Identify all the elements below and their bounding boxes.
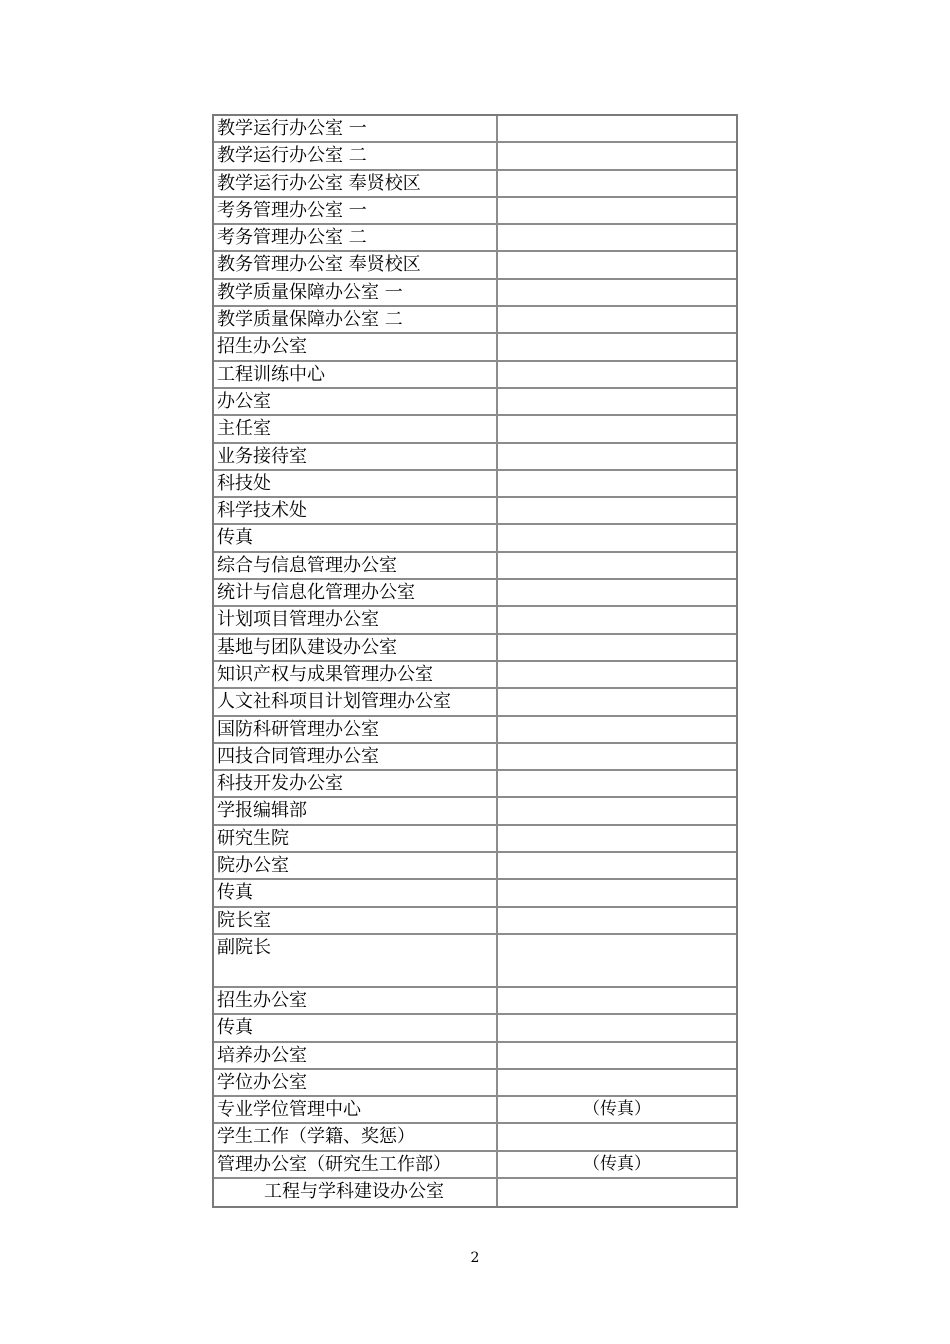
office-note-cell	[498, 334, 736, 359]
office-name-cell: 学生工作（学籍、奖惩）	[214, 1124, 498, 1149]
office-name-cell: 考务管理办公室 一	[214, 198, 498, 223]
table-row	[214, 988, 736, 1015]
office-note-cell	[498, 908, 736, 933]
office-note-cell	[498, 389, 736, 414]
office-name-cell: 培养办公室	[214, 1043, 498, 1068]
office-note-cell	[498, 580, 736, 605]
office-name-cell: 传真	[214, 880, 498, 905]
office-note-cell	[498, 1015, 736, 1040]
page-number: 2	[470, 1250, 480, 1266]
table-row	[214, 1043, 736, 1070]
office-note-cell	[498, 280, 736, 305]
table-row	[214, 280, 736, 307]
office-name-cell: 科技开发办公室	[214, 771, 498, 796]
office-note-cell	[498, 307, 736, 332]
table-row	[214, 580, 736, 607]
office-note-cell	[498, 1043, 736, 1068]
office-note-cell	[498, 553, 736, 578]
table-row	[214, 1070, 736, 1097]
table-row	[214, 362, 736, 389]
office-name-cell: 教学质量保障办公室 一	[214, 280, 498, 305]
office-note-cell: （传真）	[583, 1099, 651, 1120]
office-name-cell: 副院长	[214, 935, 498, 986]
office-note-cell	[498, 252, 736, 277]
office-name-cell: 国防科研管理办公室	[214, 717, 498, 742]
office-note-cell	[498, 771, 736, 796]
office-name-cell: 业务接待室	[214, 444, 498, 469]
office-note-cell	[498, 143, 736, 168]
table-row	[214, 471, 736, 498]
table-row	[214, 880, 736, 907]
table-row	[214, 252, 736, 279]
table-row	[214, 1015, 736, 1042]
table-row	[214, 416, 736, 443]
table-row	[214, 935, 736, 988]
office-name-cell: 教学运行办公室 一	[214, 116, 498, 141]
table-row	[214, 307, 736, 334]
table-row	[214, 553, 736, 580]
office-name-cell: 工程训练中心	[214, 362, 498, 387]
phone-directory-table	[212, 114, 738, 1208]
table-row	[214, 444, 736, 471]
office-name-cell: 学位办公室	[214, 1070, 498, 1095]
table-row	[214, 635, 736, 662]
table-row	[214, 171, 736, 198]
office-note-cell	[498, 689, 736, 714]
office-note-cell	[498, 362, 736, 387]
office-note-cell: （传真）	[583, 1153, 651, 1174]
office-note-cell	[498, 853, 736, 878]
office-note-cell	[498, 798, 736, 823]
table-row	[214, 498, 736, 525]
office-note-cell	[498, 880, 736, 905]
office-name-cell: 招生办公室	[214, 988, 498, 1013]
office-note-cell	[498, 1179, 736, 1206]
table-row	[214, 1179, 736, 1206]
office-name-cell: 科技处	[214, 471, 498, 496]
office-note-cell	[498, 498, 736, 523]
table-row	[214, 717, 736, 744]
office-note-cell	[498, 1124, 736, 1149]
office-note-cell	[498, 662, 736, 687]
office-name-cell: 专业学位管理中心	[214, 1097, 498, 1122]
table-row	[214, 334, 736, 361]
office-name-cell: 主任室	[214, 416, 498, 441]
table-row	[214, 116, 736, 143]
table-row	[214, 853, 736, 880]
office-name-cell: 考务管理办公室 二	[214, 225, 498, 250]
table-row	[214, 771, 736, 798]
office-note-cell	[498, 935, 736, 986]
table-row	[214, 225, 736, 252]
office-name-cell: 四技合同管理办公室	[214, 744, 498, 769]
office-name-cell: 院长室	[214, 908, 498, 933]
office-note-cell	[498, 225, 736, 250]
office-note-cell	[498, 607, 736, 632]
office-name-cell: 管理办公室（研究生工作部）	[214, 1152, 498, 1177]
office-note-cell	[498, 826, 736, 851]
table-row	[214, 908, 736, 935]
office-note-cell	[498, 116, 736, 141]
office-name-cell: 传真	[214, 1015, 498, 1040]
office-name-cell: 教学运行办公室 奉贤校区	[214, 171, 498, 196]
office-note-cell	[498, 416, 736, 441]
office-name-cell: 招生办公室	[214, 334, 498, 359]
table-row	[214, 525, 736, 552]
office-name-cell: 基地与团队建设办公室	[214, 635, 498, 660]
office-note-cell	[498, 171, 736, 196]
table-row	[214, 389, 736, 416]
table-row	[214, 826, 736, 853]
office-name-cell: 教学运行办公室 二	[214, 143, 498, 168]
table-row	[214, 1097, 736, 1124]
table-row	[214, 662, 736, 689]
office-name-cell: 科学技术处	[214, 498, 498, 523]
office-name-cell: 院办公室	[214, 853, 498, 878]
office-name-cell: 研究生院	[214, 826, 498, 851]
table-row	[214, 744, 736, 771]
office-name-cell: 计划项目管理办公室	[214, 607, 498, 632]
office-note-cell	[498, 198, 736, 223]
office-note-cell	[498, 525, 736, 550]
table-row	[214, 798, 736, 825]
office-name-cell: 统计与信息化管理办公室	[214, 580, 498, 605]
office-name-cell: 教学质量保障办公室 二	[214, 307, 498, 332]
table-row	[214, 143, 736, 170]
office-name-cell: 教务管理办公室 奉贤校区	[214, 252, 498, 277]
office-note-cell	[498, 444, 736, 469]
office-name-cell: 综合与信息管理办公室	[214, 553, 498, 578]
office-name-cell: 工程与学科建设办公室	[214, 1179, 498, 1206]
office-note-cell	[498, 471, 736, 496]
office-note-cell	[498, 635, 736, 660]
office-name-cell: 办公室	[214, 389, 498, 414]
office-note-cell	[498, 744, 736, 769]
table-row	[214, 607, 736, 634]
table-row	[214, 1124, 736, 1151]
office-note-cell	[498, 1070, 736, 1095]
office-name-cell: 传真	[214, 525, 498, 550]
table-row	[214, 198, 736, 225]
office-name-cell: 人文社科项目计划管理办公室	[214, 689, 498, 714]
table-row	[214, 1152, 736, 1179]
office-note-cell	[498, 717, 736, 742]
office-name-cell: 知识产权与成果管理办公室	[214, 662, 498, 687]
office-note-cell	[498, 988, 736, 1013]
office-name-cell: 学报编辑部	[214, 798, 498, 823]
table-row	[214, 689, 736, 716]
